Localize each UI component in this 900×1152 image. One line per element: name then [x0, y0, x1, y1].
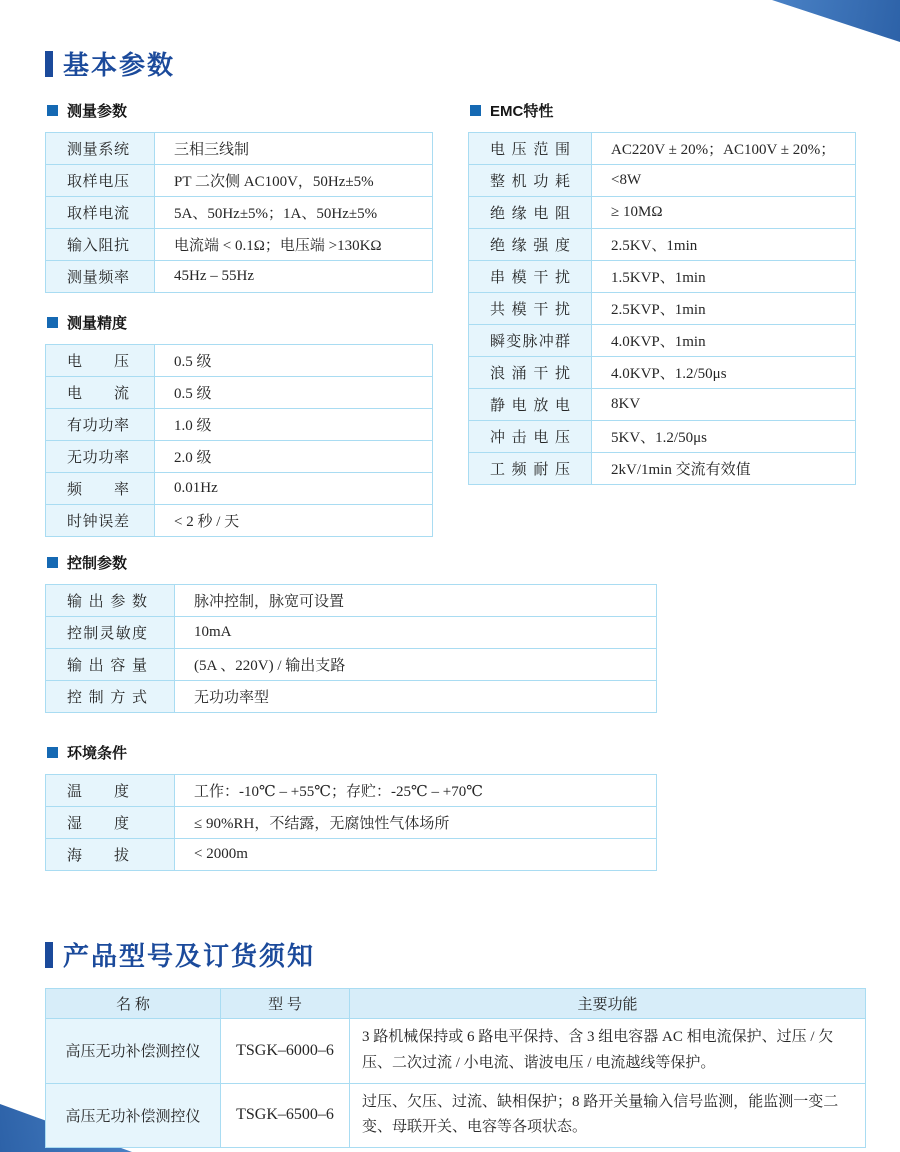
kv-value-cell: < 2 秒 / 天: [155, 505, 433, 537]
kv-key-cell: 测量系统: [46, 133, 155, 165]
product-features-cell: 过压、欠压、过流、缺相保护；8 路开关量输入信号监测，能监测一变二变、母联开关、电容等各项状态。: [350, 1083, 866, 1148]
corner-ribbon-top-right-icon: [772, 0, 900, 42]
kv-value-cell: 5A、50Hz±5%；1A、50Hz±5%: [155, 197, 433, 229]
table-row: [46, 473, 433, 505]
kv-value-cell: (5A 、220V) / 输出支路: [175, 649, 657, 681]
product-features-cell: 3 路机械保持或 6 路电平保持、含 3 组电容器 AC 相电流保护、过压 / 欠压、二次过流 / 小电流、谐波电压 / 电流越线等保护。: [350, 1019, 866, 1084]
kv-value-cell: 0.5 级: [155, 345, 433, 377]
kv-key-cell: 串模干扰: [469, 261, 592, 293]
kv-key-cell: 工频耐压: [469, 453, 592, 485]
table-row: [469, 229, 856, 261]
subsection-title: 环境条件: [67, 745, 128, 762]
kv-key-cell: 电流: [46, 377, 155, 409]
kv-key-cell: 瞬变脉冲群: [469, 325, 592, 357]
table-row: [46, 775, 657, 807]
section-header-basic-params: [45, 45, 175, 82]
kv-value-cell: 2kV/1min 交流有效值: [592, 453, 856, 485]
kv-value-cell: ≤ 90%RH，不结露，无腐蚀性气体场所: [175, 807, 657, 839]
kv-value-cell: 2.5KV、1min: [592, 229, 856, 261]
kv-key-cell: 电压: [46, 345, 155, 377]
kv-value-cell: 45Hz – 55Hz: [155, 261, 433, 293]
product-name-cell: 高压无功补偿测控仪: [46, 1083, 221, 1148]
kv-value-cell: 4.0KVP、1.2/50μs: [592, 357, 856, 389]
product-model-cell: TSGK–6000–6: [221, 1019, 350, 1084]
kv-value-cell: 脉冲控制，脉宽可设置: [175, 585, 657, 617]
subsection-environment: [47, 742, 657, 763]
table-row: [46, 377, 433, 409]
kv-value-cell: <8W: [592, 165, 856, 197]
subsection-title: EMC特性: [490, 103, 554, 120]
subsection-title: 控制参数: [67, 555, 128, 572]
emc-table: [468, 132, 856, 485]
table-row: [46, 197, 433, 229]
group-environment: [45, 742, 657, 871]
kv-key-cell: 时钟误差: [46, 505, 155, 537]
kv-value-cell: 2.0 级: [155, 441, 433, 473]
table-row: [469, 453, 856, 485]
kv-key-cell: 整机功耗: [469, 165, 592, 197]
table-row: [46, 229, 433, 261]
table-row: [469, 325, 856, 357]
kv-value-cell: ≥ 10MΩ: [592, 197, 856, 229]
kv-key-cell: 海拔: [46, 839, 175, 871]
table-row: [46, 505, 433, 537]
kv-value-cell: 工作：-10℃ – +55℃；存贮：-25℃ – +70℃: [175, 775, 657, 807]
kv-key-cell: 取样电流: [46, 197, 155, 229]
table-row: [46, 1019, 866, 1084]
kv-value-cell: 1.5KVP、1min: [592, 261, 856, 293]
kv-key-cell: 浪涌干扰: [469, 357, 592, 389]
kv-value-cell: 电流端 < 0.1Ω；电压端 >130KΩ: [155, 229, 433, 261]
table-row: [46, 409, 433, 441]
kv-value-cell: 0.01Hz: [155, 473, 433, 505]
subsection-emc: [470, 100, 856, 121]
bullet-square-icon: [47, 557, 58, 568]
table-row: [46, 165, 433, 197]
kv-key-cell: 无功功率: [46, 441, 155, 473]
table-row: [469, 165, 856, 197]
column-header-features: 主要功能: [350, 989, 866, 1019]
section-title: 基本参数: [63, 50, 176, 80]
table-row: [46, 261, 433, 293]
table-row: [46, 839, 657, 871]
group-accuracy: [45, 312, 433, 537]
section-bar-icon: [45, 942, 53, 968]
table-header-row: [46, 989, 866, 1019]
kv-key-cell: 频率: [46, 473, 155, 505]
group-products: [45, 988, 866, 1148]
table-row: [46, 617, 657, 649]
kv-key-cell: 绝缘电阻: [469, 197, 592, 229]
table-row: [46, 649, 657, 681]
group-measurement: [45, 100, 433, 293]
kv-value-cell: 1.0 级: [155, 409, 433, 441]
kv-key-cell: 取样电压: [46, 165, 155, 197]
kv-value-cell: < 2000m: [175, 839, 657, 871]
bullet-square-icon: [47, 105, 58, 116]
kv-key-cell: 有功功率: [46, 409, 155, 441]
subsection-title: 测量参数: [67, 103, 128, 120]
kv-key-cell: 控制灵敏度: [46, 617, 175, 649]
section-bar-icon: [45, 51, 53, 77]
column-header-model: 型 号: [221, 989, 350, 1019]
table-row: [46, 345, 433, 377]
kv-value-cell: 4.0KVP、1min: [592, 325, 856, 357]
kv-key-cell: 共模干扰: [469, 293, 592, 325]
table-row: [469, 197, 856, 229]
table-row: [469, 133, 856, 165]
column-header-name: 名 称: [46, 989, 221, 1019]
table-row: [469, 357, 856, 389]
kv-key-cell: 输入阻抗: [46, 229, 155, 261]
kv-key-cell: 输出容量: [46, 649, 175, 681]
product-model-cell: TSGK–6500–6: [221, 1083, 350, 1148]
table-row: [46, 585, 657, 617]
kv-key-cell: 冲击电压: [469, 421, 592, 453]
kv-key-cell: 控制方式: [46, 681, 175, 713]
kv-value-cell: PT 二次侧 AC100V，50Hz±5%: [155, 165, 433, 197]
kv-value-cell: 8KV: [592, 389, 856, 421]
subsection-title: 测量精度: [67, 315, 128, 332]
section-header-ordering: [45, 936, 315, 973]
kv-key-cell: 绝缘强度: [469, 229, 592, 261]
kv-value-cell: 5KV、1.2/50μs: [592, 421, 856, 453]
kv-value-cell: 10mA: [175, 617, 657, 649]
kv-key-cell: 输出参数: [46, 585, 175, 617]
table-row: [46, 681, 657, 713]
kv-key-cell: 电压范围: [469, 133, 592, 165]
kv-value-cell: 无功功率型: [175, 681, 657, 713]
measurement-table: [45, 132, 433, 293]
subsection-accuracy: [47, 312, 433, 333]
bullet-square-icon: [47, 747, 58, 758]
kv-key-cell: 静电放电: [469, 389, 592, 421]
product-table: [45, 988, 866, 1148]
product-name-cell: 高压无功补偿测控仪: [46, 1019, 221, 1084]
group-control: [45, 552, 657, 713]
subsection-control: [47, 552, 657, 573]
table-row: [469, 261, 856, 293]
kv-key-cell: 温度: [46, 775, 175, 807]
accuracy-table: [45, 344, 433, 537]
kv-value-cell: 2.5KVP、1min: [592, 293, 856, 325]
kv-value-cell: 0.5 级: [155, 377, 433, 409]
kv-key-cell: 测量频率: [46, 261, 155, 293]
table-row: [46, 807, 657, 839]
section-title: 产品型号及订货须知: [63, 941, 316, 971]
bullet-square-icon: [47, 317, 58, 328]
kv-value-cell: AC220V ± 20%；AC100V ± 20%；: [592, 133, 856, 165]
kv-key-cell: 湿度: [46, 807, 175, 839]
subsection-measurement: [47, 100, 433, 121]
table-row: [469, 421, 856, 453]
control-table: [45, 584, 657, 713]
table-row: [46, 133, 433, 165]
table-row: [46, 1083, 866, 1148]
table-row: [46, 441, 433, 473]
environment-table: [45, 774, 657, 871]
bullet-square-icon: [470, 105, 481, 116]
kv-value-cell: 三相三线制: [155, 133, 433, 165]
table-row: [469, 389, 856, 421]
table-row: [469, 293, 856, 325]
group-emc: [468, 100, 856, 485]
